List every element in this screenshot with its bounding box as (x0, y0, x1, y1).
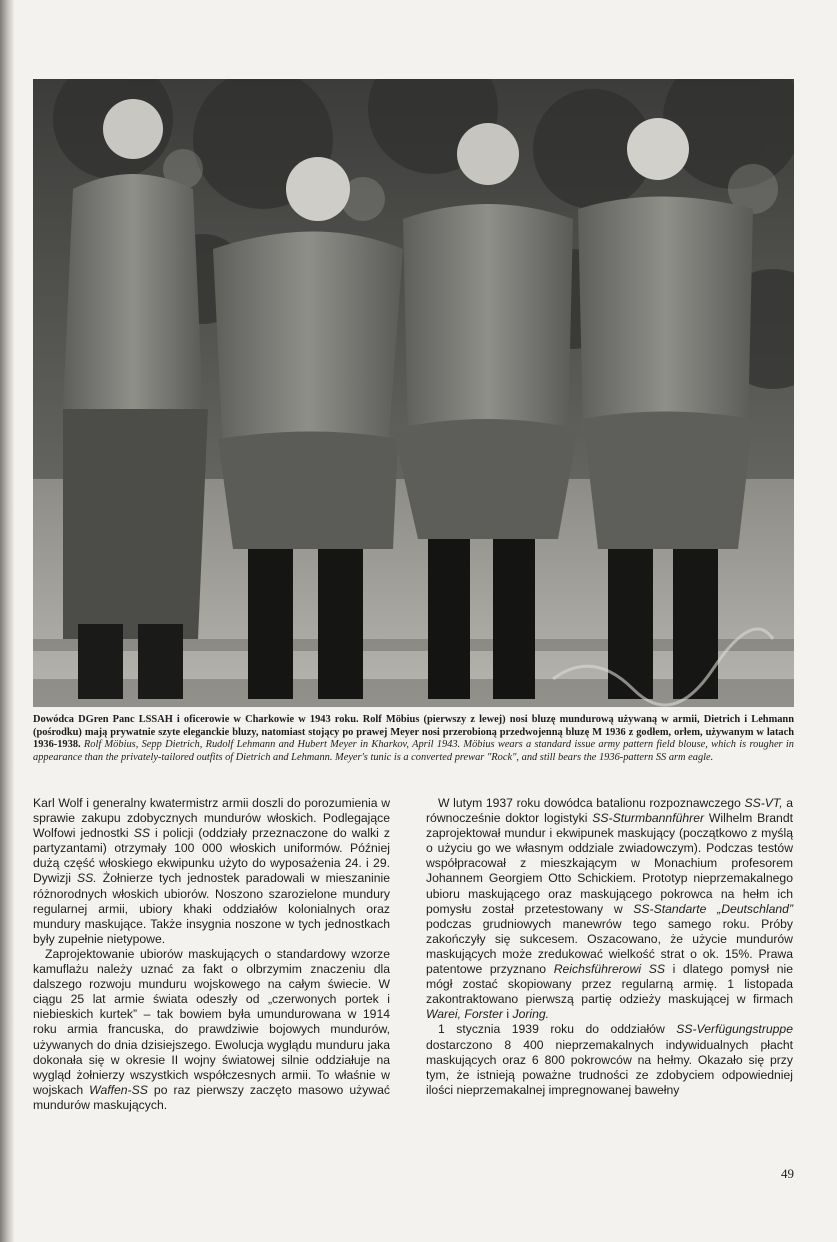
caption-polish: Dowódca DGren Panc LSSAH i oficerowie w Charkowie w 1943 roku. Rolf Möbius (pierwszy z lewej) nosi bluzę mundurową używaną w armii, Dietrich i Lehmann (pośrodku) mają prywatnie szyte eleganckie bluzy, natomiast stojący po prawej Meyer nosi przerobioną przedwojenną bluzę M 1936 z godłem, orłem, używanym w latach 1936-1938. (33, 714, 794, 751)
right-paragraph-2: 1 stycznia 1939 roku do oddziałów SS-Verfügungstruppe dostarczono 8 400 nieprzemakalnych indywidualnych płacht maskujących oraz 6 800 pokrowców na hełmy. Okazało się przy tym, że istnieją poważne trudności ze zdobyciem odpowiedniej ilości nieprzemakalnej impregnowanej bawełny (426, 1022, 793, 1097)
book-spine-shadow (0, 0, 14, 1242)
left-paragraph-2: Zaprojektowanie ubiorów maskujących o standardowy wzorze kamuflażu należy uznać za fakt o olbrzymim znaczeniu dla dalszego rozwoju munduru wojskowego na całym świecie. W ciągu 25 lat armie świata odeszły od „czerwonych portek i niebieskich kurtek” – tak bowiem była umundurowana w 1914 roku armia francuska, do prawdziwie bojowych mundurów, używanych do dnia dzisiejszego. Ewolucja wyglądu munduru jaka dokonała się w okresie II wojny światowej silnie oddziałuje na wygląd żołnierzy wszystkich współczesnych armii. To właśnie w wojskach Waffen-SS po raz pierwszy zaczęto masowo używać mundurów maskujących. (33, 946, 391, 1112)
right-text-column (426, 796, 793, 1098)
photo-caption (33, 714, 794, 764)
page-number: 49 (781, 1166, 794, 1181)
left-paragraph-1: Karl Wolf i generalny kwatermistrz armii doszli do porozumienia w sprawie zakupu zdobycznych mundurów włoskich. Podlegające Wolfowi jednostki SS i policji (oddziały przeznaczone do walki z partyzantami) otrzymały 100 000 włoskich uniformów. Później dużą część włoskiego ekwipunku użyto do wyposażenia 24. i 29. Dywizji SS. Żołnierze tych jednostek paradowali w mieszaninie różnorodnych włoskich ubiorów. Noszono szarozielone mundury regularnej armii, ubiory khaki oddziałów kolonialnych oraz mundury maskujące. Także insygnia noszone w tych jednostkach były zupełnie nietypowe. (33, 796, 390, 946)
caption-english: Rolf Möbius, Sepp Dietrich, Rudolf Lehmann and Hubert Meyer in Kharkov, April 1943. Möbius wears a standard issue army pattern field blouse, which is rougher in appearance than the privately-tailored outfits of Dietrich and Lehmann. Meyer's tunic is a converted prewar "Rock", and still bears the 1936-pattern SS arm eagle. (33, 739, 794, 763)
left-text-column (33, 796, 390, 1113)
photograph-icon (33, 79, 794, 707)
right-paragraph-1: W lutym 1937 roku dowódca batalionu rozpoznawczego SS-VT, a równocześnie doktor logistyki SS-Sturmbannführer Wilhelm Brandt zaprojektował mundur i ekwipunek maskujący (początkowo z myślą o użyciu go we własnym oddziale zwiadowczym). Podczas testów współpracował z mieszkającym w Monachium profesorem Johannem Georgiem Otto Schickiem. Prototyp nieprzemakalnego ubioru maskującego oraz maskującego pokrowca na hełm ich pomysłu został przetestowany w SS-Standarte „Deutschland” podczas grudniowych manewrów tego samego roku. Próby zakończyły się sukcesem. Oszacowano, że użycie mundurów maskujących może zredukować wielkość strat o ok. 15%. Prawa patentowe przyznano Reichsführerowi SS i dlatego pomysł nie mógł zostać skopiowany przez regularną armię. 1 listopada zakontraktowano pierwszą partię odzieży maskującej w firmach Warei, Forster i Joring. (426, 796, 794, 1022)
historical-photograph (33, 79, 794, 707)
figure-1 (63, 99, 208, 699)
